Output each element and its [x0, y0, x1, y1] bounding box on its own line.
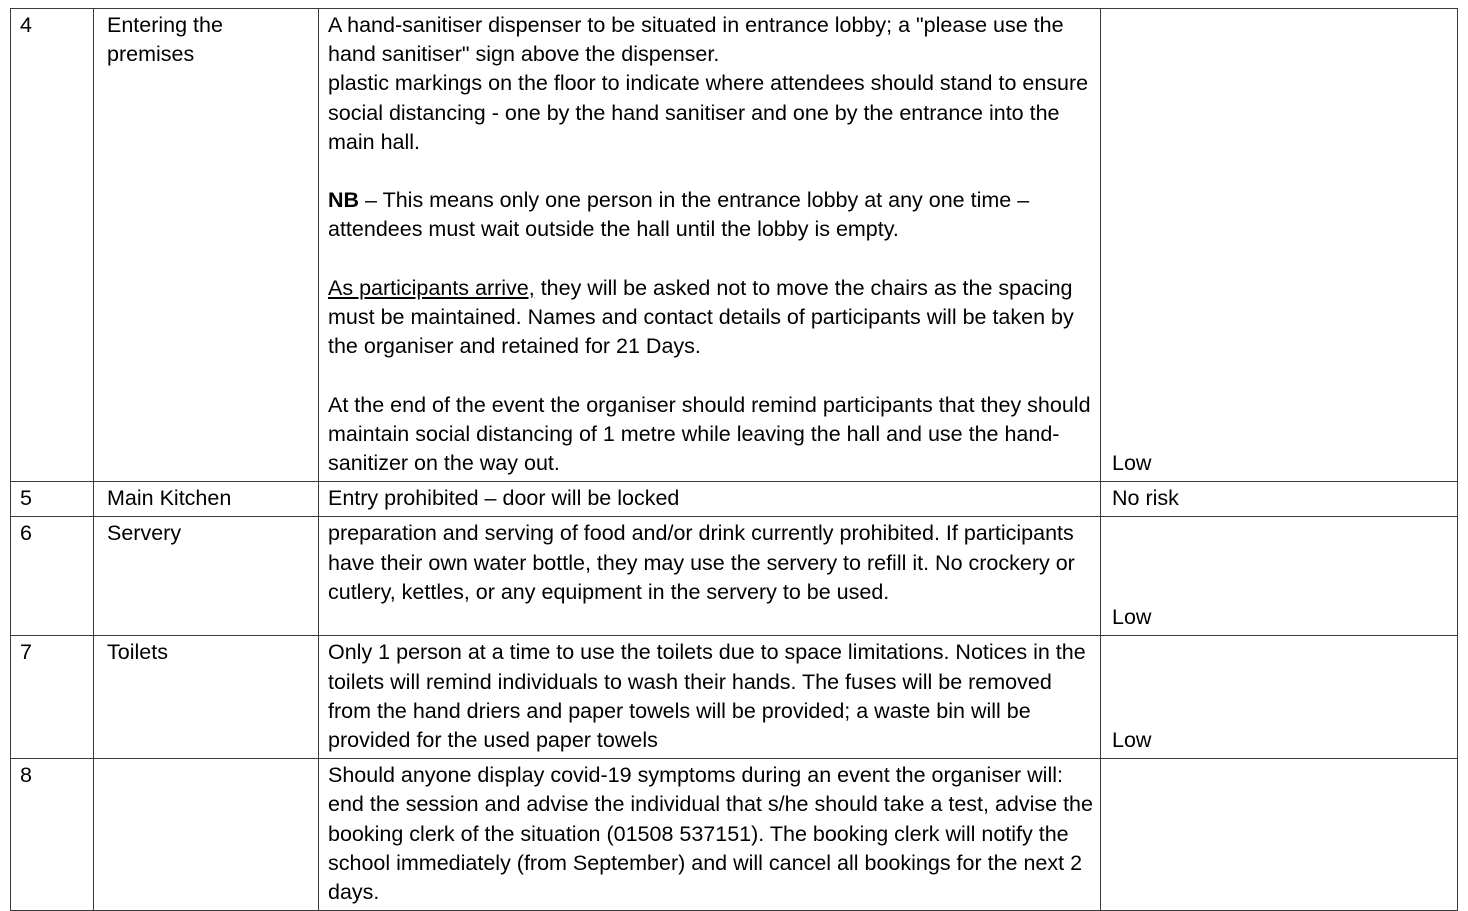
- row-number-text: 8: [20, 763, 32, 788]
- table-row: [11, 759, 1458, 911]
- control-measures-cell: [319, 636, 1101, 759]
- venue-area-cell: [94, 517, 319, 636]
- table-row: [11, 517, 1458, 636]
- paragraph: [328, 391, 1094, 479]
- risk-level-text: No risk: [1112, 486, 1179, 511]
- text-run: Only 1 person at a time to use the toilets due to space limitations. Notices in the toilets will remind individuals to wash their hands. The fuses will be removed from the hand driers and paper towels will be provided; a waste bin will be provided for the used paper towels: [328, 640, 1086, 753]
- text-run: As participants arrive,: [328, 275, 535, 300]
- text-run: A hand-sanitiser dispenser to be situated in entrance lobby; a "please use the hand sanitiser" sign above the dispenser.: [328, 13, 1064, 67]
- row-number-cell: [11, 759, 94, 911]
- control-measures-text: [328, 761, 1094, 907]
- row-number-text: 6: [20, 521, 32, 546]
- text-run: – This means only one person in the entrance lobby at any one time – attendees must wait outside the hall until the lobby is empty.: [328, 188, 1030, 242]
- control-measures-cell: [319, 9, 1101, 482]
- control-measures-cell: [319, 517, 1101, 636]
- risk-level-cell: [1101, 482, 1458, 517]
- paragraph: [328, 761, 1094, 907]
- risk-level-text: Low: [1112, 451, 1152, 475]
- text-run: NB: [328, 188, 360, 213]
- control-measures-text: [328, 519, 1094, 607]
- risk-level-text: [1101, 759, 1457, 764]
- row-number-text: 7: [20, 640, 32, 665]
- table-row: [11, 9, 1458, 482]
- control-measures-text: [328, 484, 1094, 513]
- risk-level-text: Low: [1112, 728, 1152, 753]
- venue-area-cell: [94, 759, 319, 911]
- paragraph: [328, 638, 1094, 755]
- paragraph: [328, 484, 1094, 513]
- row-number-cell: [11, 636, 94, 759]
- row-number-cell: [11, 482, 94, 517]
- text-run: preparation and serving of food and/or drink currently prohibited. If participants have their own water bottle, they may use the servery to refill it. No crockery or cutlery, kettles, or any equipment in the servery to be used.: [328, 521, 1075, 604]
- risk-level-text: Low: [1112, 605, 1152, 630]
- venue-area-text: Entering the premises: [107, 13, 223, 67]
- venue-area-cell: [94, 9, 319, 482]
- text-run: Entry prohibited – door will be locked: [328, 486, 680, 511]
- risk-level-cell: [1101, 636, 1458, 759]
- venue-area-text: Servery: [107, 521, 182, 546]
- row-number-cell: [11, 9, 94, 482]
- paragraph: [328, 11, 1094, 69]
- text-run: At the end of the event the organiser should remind participants that they should maintain social distancing of 1 metre while leaving the hall and use the hand-sanitizer on the way out.: [328, 392, 1091, 475]
- table-row: [11, 636, 1458, 759]
- risk-level-cell: [1101, 759, 1458, 911]
- venue-area-text: Toilets: [107, 640, 168, 665]
- paragraph: [328, 274, 1094, 362]
- venue-area-cell: [94, 482, 319, 517]
- risk-level-cell: [1101, 9, 1458, 482]
- risk-level-cell: [1101, 517, 1458, 636]
- control-measures-text: [328, 638, 1094, 755]
- table-body: [11, 9, 1458, 911]
- control-measures-cell: [319, 482, 1101, 517]
- row-number-cell: [11, 517, 94, 636]
- row-number-text: 5: [20, 486, 32, 511]
- venue-area-cell: [94, 636, 319, 759]
- paragraph: [328, 519, 1094, 607]
- control-measures-text: [328, 11, 1094, 478]
- paragraph: [328, 69, 1094, 157]
- text-run: Should anyone display covid-19 symptoms during an event the organiser will: end the session and advise the individual that s/he should take a test, advise the booking clerk of the situation (01508 537151). The booking clerk will notify the school immediately (from September) and will cancel all bookings for the next 2 days.: [328, 763, 1093, 905]
- table-row: [11, 482, 1458, 517]
- paragraph: [328, 186, 1094, 244]
- venue-area-text: Main Kitchen: [107, 486, 232, 511]
- risk-assessment-table: [10, 8, 1458, 911]
- text-run: plastic markings on the floor to indicate where attendees should stand to ensure social distancing - one by the hand sanitiser and one by the entrance into the main hall.: [328, 71, 1089, 154]
- text-run: they will be asked not to move the chairs as the spacing must be maintained. Names and contact details of participants will be taken by the organiser and retained for 21 Days.: [328, 275, 1074, 359]
- control-measures-cell: [319, 759, 1101, 911]
- row-number-text: 4: [20, 13, 32, 37]
